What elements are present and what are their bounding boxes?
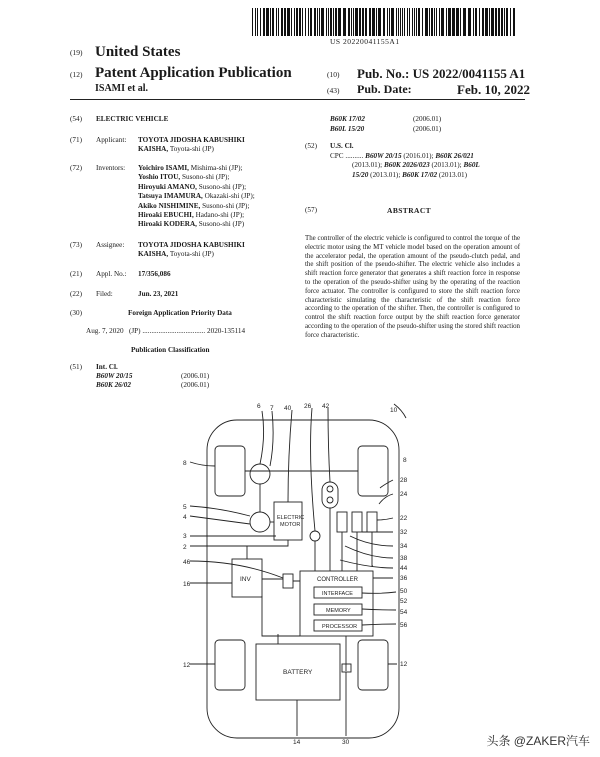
ref-36: 36	[400, 575, 408, 582]
applicant-loc: Toyota-shi (JP)	[169, 145, 214, 153]
barcode-bar	[359, 8, 361, 36]
ref-56: 56	[400, 622, 408, 629]
barcode-bar	[389, 8, 390, 36]
cpc-ver: (2013.01);	[370, 170, 401, 179]
barcode-bar	[434, 8, 435, 36]
ref-40: 40	[284, 405, 292, 412]
ref-54: 54	[400, 609, 408, 616]
front-right-wheel	[358, 446, 388, 496]
barcode-bar	[270, 8, 271, 36]
rear-left-wheel	[215, 640, 245, 690]
ref-42: 42	[322, 403, 330, 410]
electric-motor-box	[274, 502, 305, 540]
ref-44: 44	[400, 565, 408, 572]
header-rule	[70, 99, 525, 100]
list-item	[138, 173, 255, 182]
list-item	[138, 164, 255, 173]
barcode-bar	[391, 8, 394, 36]
appl-label: Appl. No.:	[96, 270, 127, 278]
pedal-3	[367, 512, 377, 532]
barcode-bar	[291, 8, 292, 36]
ref-52: 52	[400, 598, 408, 605]
barcode-bar	[439, 8, 440, 36]
barcode-bar	[441, 8, 444, 36]
cpc-ver: (2013.01);	[431, 161, 462, 170]
barcode-bar	[431, 8, 433, 36]
filed-label: Filed:	[96, 290, 113, 298]
intcl-code-1: B60W 20/15	[96, 372, 133, 380]
barcode-bar	[482, 8, 484, 36]
barcode-bar	[338, 8, 341, 36]
prio-number: 2020-135114	[207, 327, 246, 335]
inventor-name: Hiroaki EBUCHI,	[138, 211, 194, 220]
barcode-bar	[326, 8, 327, 36]
barcode-bar	[255, 8, 256, 36]
barcode-bar	[513, 8, 515, 36]
ref-10: 10	[390, 407, 398, 414]
barcode-bar	[416, 8, 417, 36]
intcl-code: (51)	[70, 363, 82, 371]
vehicle-diagram	[180, 396, 430, 746]
barcode-bar	[446, 8, 447, 36]
inventor-short: ISAMI et al.	[95, 83, 149, 94]
barcode-number: US 20220041155A1	[330, 37, 400, 46]
barcode-bar	[510, 8, 511, 36]
list-item	[138, 211, 255, 220]
barcode-bar	[468, 8, 471, 36]
inventor-list	[138, 164, 255, 230]
barcode-bar	[383, 8, 385, 36]
sensor-circle	[310, 531, 320, 541]
class-title: Publication Classification	[131, 346, 210, 354]
barcode-bar	[294, 8, 295, 36]
list-item	[138, 202, 255, 211]
barcode-bar	[491, 8, 494, 36]
barcode-bar	[257, 8, 258, 36]
barcode-bar	[333, 8, 334, 36]
list-item	[138, 183, 255, 192]
barcode-bar	[479, 8, 480, 36]
barcode-bar	[252, 8, 253, 36]
ref-32: 32	[400, 529, 408, 536]
code-12: (12)	[70, 70, 83, 79]
barcode-bar	[412, 8, 413, 36]
ref-22: 22	[400, 515, 408, 522]
barcode-bar	[460, 8, 461, 36]
applicant-name-1: TOYOTA JIDOSHA KABUSHIKI	[138, 136, 245, 144]
cpc-ver: (2013.01);	[352, 161, 383, 170]
barcode-bar	[348, 8, 350, 36]
barcode-bar	[422, 8, 423, 36]
intcl-ver-1: (2006.01)	[181, 372, 210, 380]
inventor-loc: Susono-shi (JP);	[198, 182, 247, 191]
motor-label-2: MOTOR	[280, 522, 301, 528]
prio-line	[86, 327, 245, 336]
inventor-loc: Susono-shi (JP);	[182, 173, 230, 182]
barcode-bar	[495, 8, 497, 36]
cpc-code: 15/20	[352, 170, 369, 179]
cpc-code: B60K 26/021	[435, 152, 474, 160]
filed-date: Jun. 23, 2021	[138, 290, 179, 298]
invention-title: ELECTRIC VEHICLE	[96, 115, 169, 123]
barcode-bar	[263, 8, 265, 36]
watermark: 头条 @ZAKER汽车	[486, 734, 590, 748]
barcode-bar	[407, 8, 408, 36]
inv-label: INV	[240, 576, 251, 583]
appl-no: 17/356,086	[138, 270, 171, 278]
abstract-code: (57)	[305, 206, 317, 214]
ref-24: 24	[400, 491, 408, 498]
pub-no: US 2022/0041155 A1	[412, 66, 526, 81]
list-item	[138, 220, 255, 229]
code-19: (19)	[70, 48, 83, 57]
barcode-bar	[330, 8, 332, 36]
barcode-bar	[485, 8, 488, 36]
processor-label: PROCESSOR	[322, 624, 358, 630]
ref-12-left: 12	[183, 662, 191, 669]
barcode-bar	[448, 8, 451, 36]
barcode-bar	[362, 8, 364, 36]
cpc-label: CPC	[330, 152, 344, 160]
barcode-bar	[402, 8, 403, 36]
assignee-name-1: TOYOTA JIDOSHA KABUSHIKI	[138, 241, 245, 249]
pedal-1	[337, 512, 347, 532]
barcode-bar	[310, 8, 312, 36]
inventor-loc: Susono-shi (JP);	[202, 201, 250, 210]
inv-module	[283, 574, 293, 588]
cpc-code: B60K 2026/023	[383, 161, 430, 170]
barcode-bar	[314, 8, 316, 36]
code-10: (10)	[327, 70, 340, 79]
prio-title: Foreign Application Priority Data	[128, 309, 232, 317]
inventor-name: Akiko NISHIMINE,	[138, 201, 201, 210]
barcode-bar	[351, 8, 352, 36]
inventors-label: Inventors:	[96, 164, 126, 172]
applicant-code: (71)	[70, 136, 82, 144]
barcode-bar	[260, 8, 261, 36]
ref-4: 4	[183, 514, 187, 521]
cpc-line-3	[330, 171, 525, 180]
intcl-cont-code-1: B60K 17/02	[330, 115, 365, 123]
barcode-bar	[504, 8, 505, 36]
barcode-bar	[506, 8, 508, 36]
barcode-bar	[281, 8, 283, 36]
uscl-label: U.S. Cl.	[330, 142, 354, 150]
ref-30: 30	[342, 739, 350, 746]
front-left-wheel	[215, 446, 245, 496]
battery-label: BATTERY	[283, 669, 313, 676]
ref-46: 46	[183, 559, 191, 566]
publication-type: Patent Application Publication	[95, 65, 292, 81]
barcode	[252, 8, 517, 36]
assignee-name-2-line	[138, 250, 214, 259]
cpc-ver: (2013.01)	[438, 170, 468, 179]
assignee-loc: Toyota-shi (JP)	[169, 250, 214, 258]
ref-2: 2	[183, 544, 187, 551]
barcode-bar	[317, 8, 318, 36]
barcode-bar	[452, 8, 455, 36]
barcode-bar	[302, 8, 303, 36]
rear-right-wheel	[358, 640, 388, 690]
motor-label-1: ELECTRIC	[277, 515, 305, 521]
barcode-bar	[284, 8, 286, 36]
ref-3: 3	[183, 533, 187, 540]
inventor-name: Tatsuya IMAMURA,	[138, 192, 203, 201]
inventor-name: Hiroaki KODERA,	[138, 220, 197, 229]
applicant-label: Applicant:	[96, 136, 127, 144]
ref-50: 50	[400, 588, 408, 595]
barcode-bar	[378, 8, 381, 36]
barcode-bar	[404, 8, 405, 36]
assignee-code: (73)	[70, 241, 82, 249]
filed-code: (22)	[70, 290, 82, 298]
cpc-block	[330, 152, 525, 180]
prio-dots: ...................................	[142, 327, 206, 335]
barcode-bar	[276, 8, 277, 36]
pub-date: Feb. 10, 2022	[457, 82, 530, 97]
barcode-bar	[489, 8, 490, 36]
ref-8-right: 8	[403, 457, 407, 464]
cpc-code: B60K 17/02	[402, 170, 438, 179]
uscl-code: (52)	[305, 142, 317, 150]
cpc-line-2	[330, 161, 525, 170]
applicant-name-2: KAISHA,	[138, 145, 169, 153]
barcode-bar	[473, 8, 474, 36]
ref-6: 6	[257, 403, 261, 410]
barcode-bar	[353, 8, 354, 36]
inventors-code: (72)	[70, 164, 82, 172]
intcl-ver-2: (2006.01)	[181, 381, 210, 389]
ref-34: 34	[400, 543, 408, 550]
list-item	[138, 192, 255, 201]
cpc-code: B60L	[463, 161, 480, 170]
barcode-bar	[343, 8, 346, 36]
barcode-bar	[321, 8, 324, 36]
assignee-name-2: KAISHA,	[138, 250, 169, 258]
pedal-2	[352, 512, 362, 532]
barcode-bar	[429, 8, 430, 36]
barcode-bar	[287, 8, 290, 36]
inventor-name: Hiroyuki AMANO,	[138, 182, 197, 191]
barcode-bar	[372, 8, 375, 36]
barcode-bar	[305, 8, 306, 36]
barcode-bar	[418, 8, 420, 36]
barcode-bar	[308, 8, 309, 36]
barcode-bar	[475, 8, 477, 36]
country: United States	[95, 44, 181, 60]
barcode-bar	[296, 8, 298, 36]
barcode-bar	[328, 8, 329, 36]
intcl-code-2: B60K 26/02	[96, 381, 131, 389]
pub-number-line	[357, 66, 525, 82]
barcode-bar	[266, 8, 269, 36]
intcl-cont-ver-2: (2006.01)	[413, 125, 442, 133]
code-43: (43)	[327, 86, 340, 95]
barcode-bar	[463, 8, 466, 36]
gear-circle	[250, 512, 270, 532]
abstract-text: The controller of the electric vehicle is configured to control the torque of the electric motor using the MT vehicle model based on the operation amount of the accelerator pedal, the operation amount of the pseudo-clutch pedal, and the shift position of the pseudo-shifter. The electric vehicle also includes a shift reaction force generator that generates a shift reaction force in response to the operation of the pseudo-shifter using by the operating of the reaction force actuator. The controller is configured to store the shift reaction force characteristic simulating the characteristic of the shift reaction force according to the operation of the shifter. Then, the controller is configured to control the shift reaction force output by the shift reaction force generator according to the operation of the pseudo-shifter using the stored shift reaction force characteristic.	[305, 235, 520, 339]
ref-28: 28	[400, 477, 408, 484]
abstract-title: ABSTRACT	[387, 206, 432, 215]
inventor-name: Yoshio ITOU,	[138, 173, 181, 182]
barcode-bar	[498, 8, 500, 36]
applicant-name-2-line	[138, 145, 214, 154]
prio-date: Aug. 7, 2020	[86, 327, 124, 335]
appl-code: (21)	[70, 270, 82, 278]
cpc-code: B60W 20/15	[365, 152, 402, 160]
ref-12-right: 12	[400, 661, 408, 668]
barcode-bar	[272, 8, 274, 36]
inventor-name: Yoichiro ISAMI,	[138, 164, 189, 172]
cpc-line-1	[330, 152, 525, 161]
title-code: (54)	[70, 115, 82, 123]
intcl-label: Int. Cl.	[96, 363, 118, 371]
prio-code: (30)	[70, 309, 82, 317]
controller-label: CONTROLLER	[317, 577, 359, 583]
cpc-dots: ..........	[345, 152, 364, 160]
prio-country: (JP)	[128, 327, 141, 335]
barcode-bar	[501, 8, 503, 36]
barcode-bar	[319, 8, 320, 36]
barcode-bar	[299, 8, 301, 36]
ref-38: 38	[400, 555, 408, 562]
inventor-loc: Hadano-shi (JP);	[195, 211, 245, 220]
barcode-bar	[335, 8, 337, 36]
barcode-bar	[456, 8, 459, 36]
memory-label: MEMORY	[326, 608, 351, 614]
barcode-bar	[355, 8, 358, 36]
barcode-bar	[414, 8, 415, 36]
inventor-loc: Okazaki-shi (JP);	[204, 192, 255, 201]
barcode-bar	[376, 8, 377, 36]
ref-16: 16	[183, 581, 191, 588]
intcl-cont-code-2: B60L 15/20	[330, 125, 365, 133]
barcode-bar	[398, 8, 399, 36]
barcode-bar	[278, 8, 279, 36]
barcode-bar	[365, 8, 367, 36]
interface-label: INTERFACE	[322, 591, 353, 597]
ref-14: 14	[293, 739, 301, 746]
barcode-bar	[387, 8, 388, 36]
intcl-cont-ver-1: (2006.01)	[413, 115, 442, 123]
barcode-bar	[425, 8, 428, 36]
ref-5: 5	[183, 504, 187, 511]
barcode-bar	[400, 8, 401, 36]
assignee-label: Assignee:	[96, 241, 125, 249]
inventor-loc: Mishima-shi (JP);	[190, 164, 243, 172]
rear-sensor	[342, 664, 351, 672]
barcode-bar	[409, 8, 410, 36]
barcode-bar	[396, 8, 397, 36]
pub-date-label: Pub. Date:	[357, 82, 412, 96]
ref-26: 26	[304, 403, 312, 410]
barcode-bar	[436, 8, 437, 36]
ref-8-left: 8	[183, 460, 187, 467]
pub-no-label: Pub. No.:	[357, 66, 410, 81]
inventor-loc: Susono-shi (JP)	[198, 220, 245, 229]
ref-7: 7	[270, 405, 274, 412]
cpc-ver: (2016.01);	[403, 152, 434, 160]
differential	[250, 464, 270, 484]
barcode-bar	[369, 8, 371, 36]
